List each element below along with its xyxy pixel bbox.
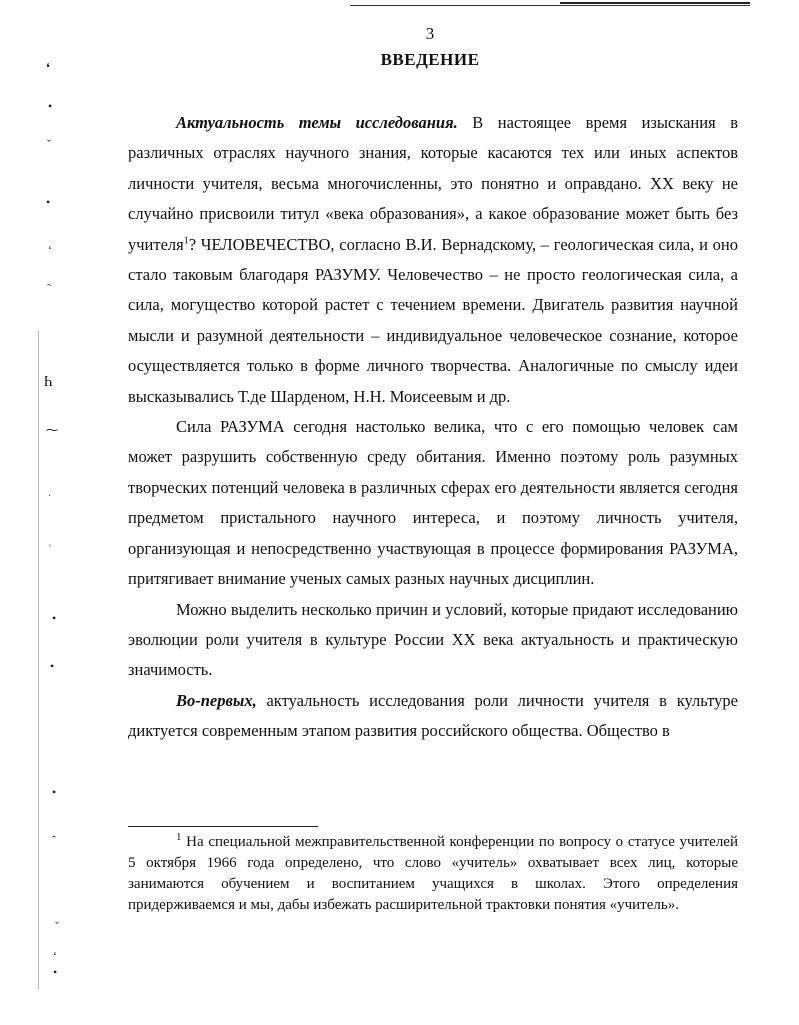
footnote <box>128 832 738 916</box>
scan-speck: ˇ <box>47 137 51 151</box>
footnote-text-block <box>128 832 738 916</box>
scan-speck: • <box>53 965 58 979</box>
section-heading: ВВЕДЕНИЕ <box>380 50 480 69</box>
page-number: 3 <box>425 24 435 43</box>
scan-speck: Ⴙ <box>44 375 53 389</box>
scan-speck: ˆ <box>52 833 56 847</box>
scan-speck: • <box>52 611 57 625</box>
footnote-text: На специальной межправительственной конференции по вопросу о статусе учителей 5 октября 1966 года определено, что слово «учитель» охватывает всех лиц, которые занимаются обучением и воспитанием учащихся в школах. Этого определения придерживаемся и мы, дабы избежать расширительной трактовки понятия «учитель». <box>128 834 738 913</box>
scan-speck: ˇ <box>55 919 59 933</box>
scan-speck: ❛ <box>46 61 50 75</box>
scan-speck: ˜ <box>47 281 51 295</box>
scan-speck: ʻ <box>48 243 52 257</box>
scan-speck: • <box>52 785 57 799</box>
scan-artifact-line <box>560 2 750 4</box>
footnote-marker: 1 <box>176 831 182 843</box>
scan-speck: • <box>46 195 51 209</box>
paragraph-text: актуальность исследования роли личности учителя в культуре диктуется современным этапом развития российского общества. Общество в <box>128 690 738 741</box>
scan-artifact-line <box>350 5 750 6</box>
scan-speck: ˌ <box>48 533 52 547</box>
paragraph-conditions: Можно выделить несколько причин и условий, которые придают исследованию эволюции роли учителя в культуре России XX века актуальность и практическую значимость. <box>128 599 738 680</box>
paragraph-first-reason <box>128 686 738 747</box>
footnote-separator <box>128 826 318 827</box>
scan-speck: ˑ <box>48 489 52 503</box>
scan-margin-line <box>38 330 39 990</box>
paragraph-text: В настоящее время изыскания в различных отраслях научного знания, которые касаются тех или иных аспектов личности учителя, весьма многочисленны, это понятно и оправдано. XX веку не случайно присвоили титул «века образования», а какое образование может быть без учителя <box>128 113 738 254</box>
body-text <box>128 108 738 747</box>
paragraph-lead: Во-первых, <box>176 690 257 710</box>
paragraph-text: ? ЧЕЛОВЕЧЕСТВО, согласно В.И. Вернадскому, – геологическая сила, и оно стало таковым благодаря РАЗУМУ. Человечество – не просто геологическая сила, а сила, могущество которой растет с течением времени. Двигатель развития научной мысли и разумной деятельности – индивидуальное человеческое сознание, которое осуществляется только в форме личного творчества. Аналогичные по смыслу идеи высказывались Т.де Шарденом, Н.Н. Моисеевым и др. <box>128 234 738 406</box>
footnote-reference[interactable]: 1 <box>183 235 189 247</box>
scan-speck: ʻ <box>53 949 57 963</box>
paragraph-lead: Актуальность темы исследования. <box>176 113 458 132</box>
scan-speck: • <box>48 99 53 113</box>
paragraph-relevance <box>128 108 738 412</box>
paragraph-reason: Сила РАЗУМА сегодня настолько велика, что с его помощью человек сам может разрушить собственную среду обитания. Именно поэтому роль разумных творческих потенций человека в различных сферах его деятельности является сегодня предметом пристального научного интереса, и поэтому личность учителя, организующая и непосредственно участвующая в процессе формирования РАЗУМА, притягивает внимание ученых самых разных научных дисциплин. <box>128 417 738 589</box>
scan-speck: • <box>50 659 55 673</box>
scan-speck: ⁓ <box>46 423 58 437</box>
